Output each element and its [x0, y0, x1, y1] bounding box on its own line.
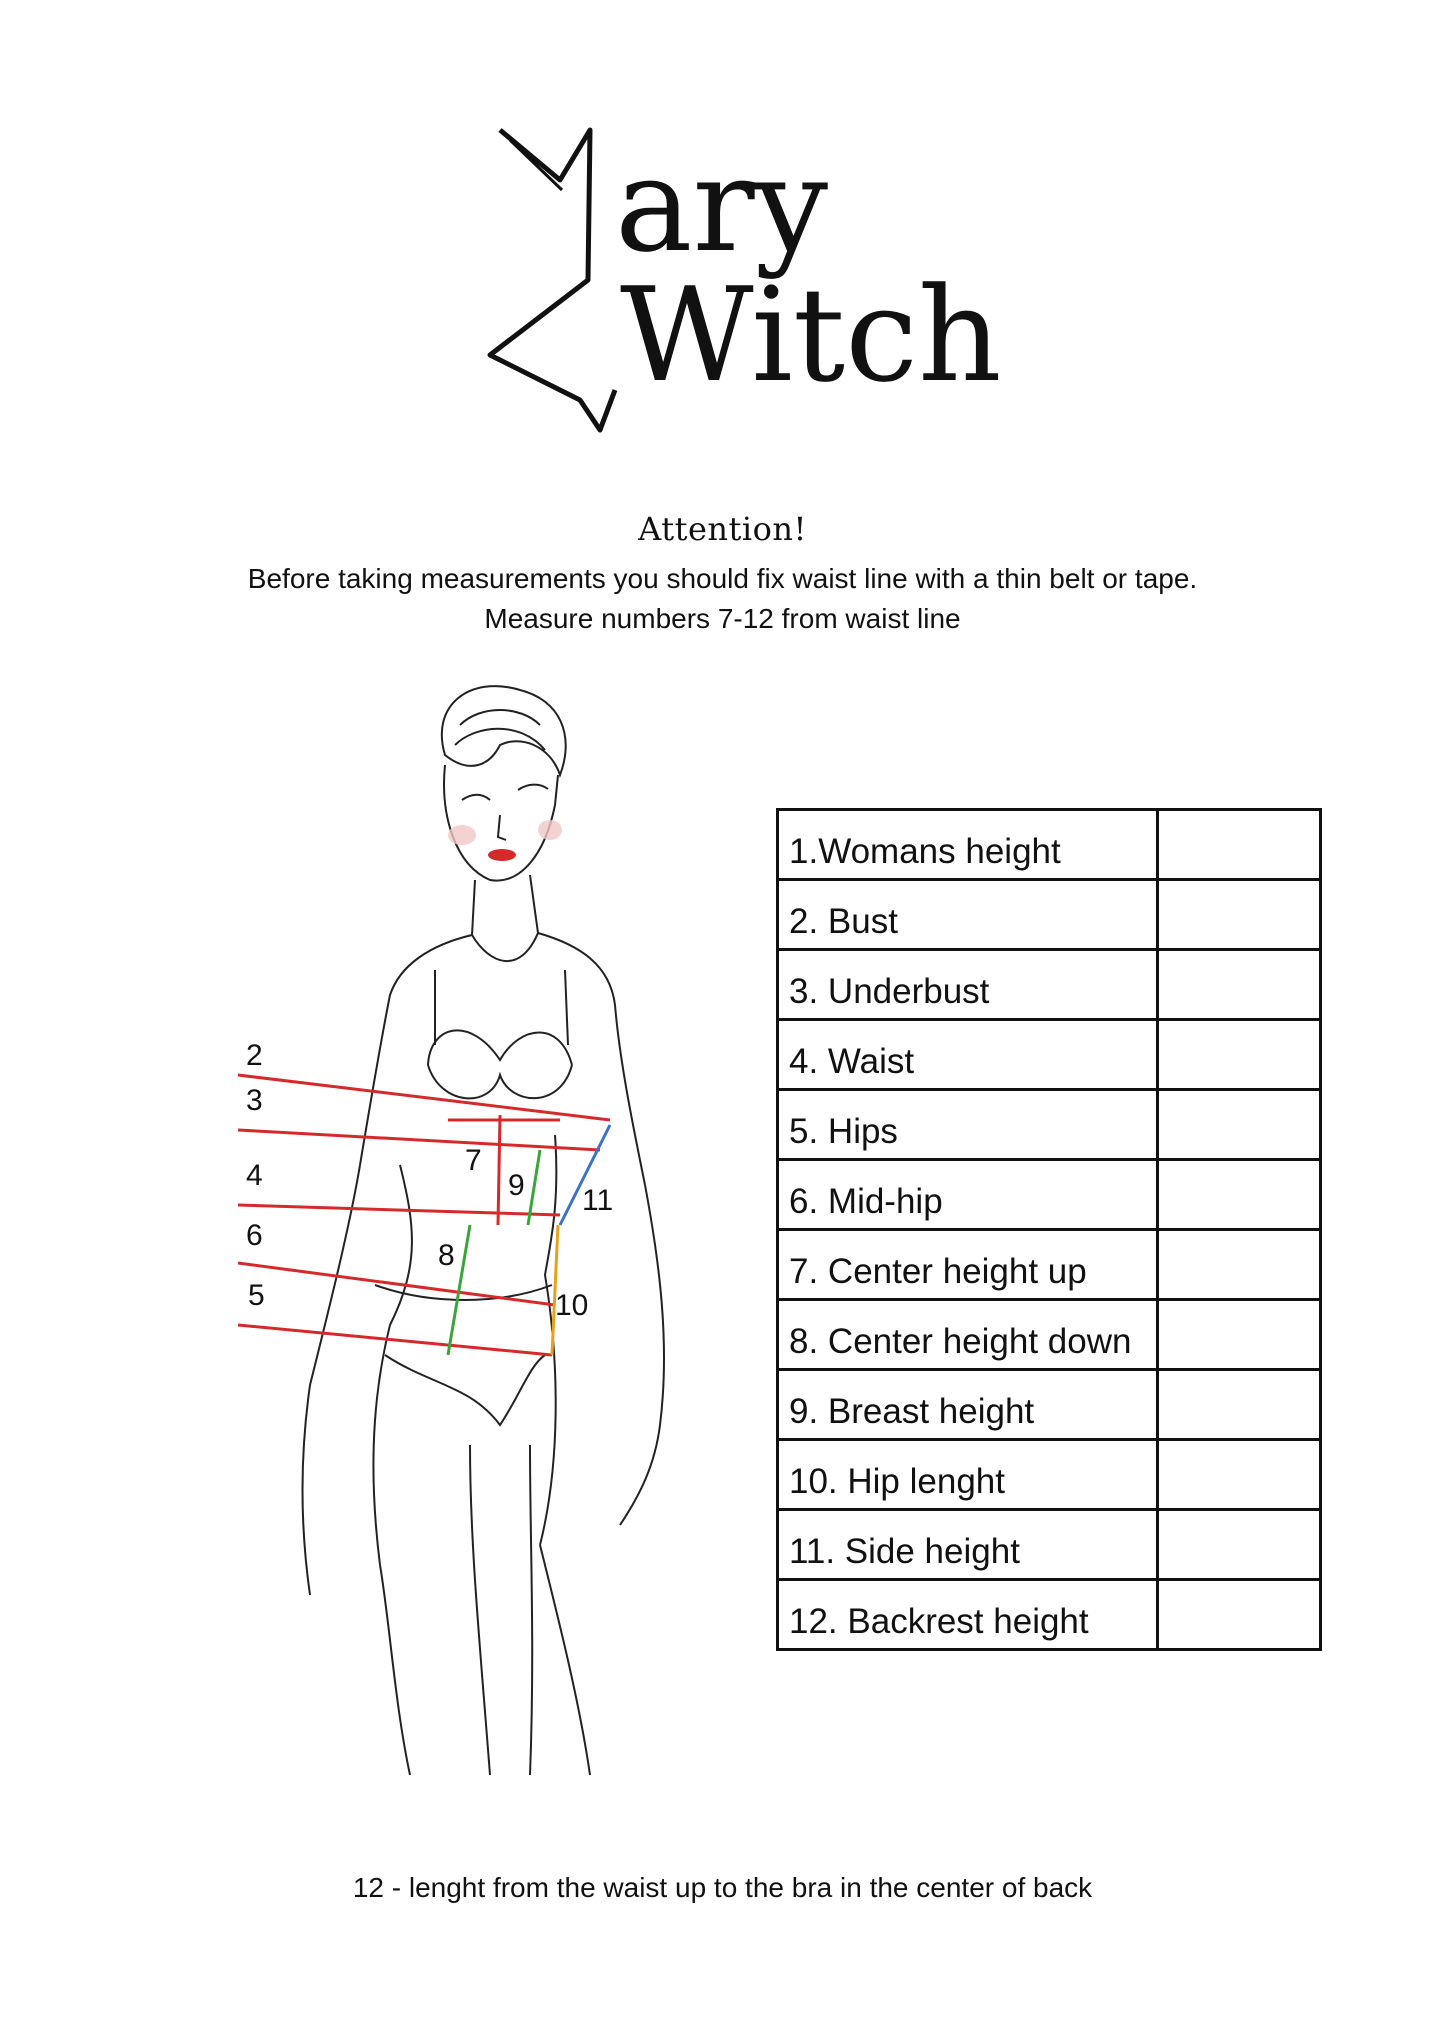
- line-waist: [238, 1205, 560, 1215]
- measurement-label: 10. Hip lenght: [778, 1440, 1158, 1510]
- line-underbust: [238, 1130, 600, 1150]
- measurement-value-cell[interactable]: [1158, 1580, 1321, 1650]
- measurement-label: 3. Underbust: [778, 950, 1158, 1020]
- table-row: [778, 810, 1321, 880]
- label-2: 2: [246, 1039, 263, 1072]
- measurement-value-cell[interactable]: [1158, 810, 1321, 880]
- measurements-table: [776, 808, 1322, 1651]
- measurement-value-cell[interactable]: [1158, 1300, 1321, 1370]
- label-11: 11: [582, 1184, 614, 1217]
- measurement-value-cell[interactable]: [1158, 950, 1321, 1020]
- line-hips: [238, 1325, 552, 1355]
- label-7: 7: [465, 1144, 482, 1177]
- label-9: 9: [508, 1169, 525, 1202]
- measurement-value-cell[interactable]: [1158, 880, 1321, 950]
- line-mid-hip: [238, 1263, 555, 1305]
- mary-witch-logo-icon: [470, 110, 1010, 470]
- label-8: 8: [438, 1239, 455, 1272]
- label-6: 6: [246, 1219, 263, 1252]
- measurement-label: 4. Waist: [778, 1020, 1158, 1090]
- measurement-value-cell[interactable]: [1158, 1230, 1321, 1300]
- table-row: [778, 1580, 1321, 1650]
- measurement-value-cell[interactable]: [1158, 1160, 1321, 1230]
- table-row: [778, 1510, 1321, 1580]
- label-4: 4: [246, 1159, 263, 1192]
- measurement-label: 9. Breast height: [778, 1370, 1158, 1440]
- measurement-label: 6. Mid-hip: [778, 1160, 1158, 1230]
- measurement-label: 7. Center height up: [778, 1230, 1158, 1300]
- logo-text-ary: ary: [615, 129, 829, 281]
- measurement-label: 5. Hips: [778, 1090, 1158, 1160]
- line-bust: [238, 1075, 610, 1120]
- body-sketch-illustration: [200, 665, 760, 1785]
- measurement-figure: [200, 665, 760, 1785]
- attention-title: Attention!: [638, 510, 807, 548]
- measurement-value-cell[interactable]: [1158, 1090, 1321, 1160]
- measurement-label: 1.Womans height: [778, 810, 1158, 880]
- measurement-label: 11. Side height: [778, 1510, 1158, 1580]
- label-5: 5: [248, 1279, 265, 1312]
- table-row: [778, 880, 1321, 950]
- table-row: [778, 1160, 1321, 1230]
- blush-left: [448, 825, 476, 845]
- blush-right: [538, 820, 562, 840]
- label-10: 10: [555, 1289, 589, 1322]
- table-row: [778, 1370, 1321, 1440]
- measurement-value-cell[interactable]: [1158, 1020, 1321, 1090]
- table-row: [778, 1440, 1321, 1510]
- table-row: [778, 1090, 1321, 1160]
- measurement-label: 12. Backrest height: [778, 1580, 1158, 1650]
- label-3: 3: [246, 1084, 263, 1117]
- measurement-value-cell[interactable]: [1158, 1510, 1321, 1580]
- table-row: [778, 950, 1321, 1020]
- table-row: [778, 1230, 1321, 1300]
- measurement-label: 2. Bust: [778, 880, 1158, 950]
- logo-text-witch: Witch: [620, 259, 1002, 411]
- table-row: [778, 1300, 1321, 1370]
- brand-logo: [470, 110, 1010, 470]
- measurement-value-cell[interactable]: [1158, 1440, 1321, 1510]
- attention-instruction: Before taking measurements you should fix waist line with a thin belt or tape.: [247, 563, 1198, 594]
- sketch-outline: [303, 686, 665, 1775]
- measurement-label: 8. Center height down: [778, 1300, 1158, 1370]
- table-row: [778, 1020, 1321, 1090]
- measurement-value-cell[interactable]: [1158, 1370, 1321, 1440]
- line-center-up: [498, 1115, 500, 1225]
- footnote: 12 - lenght from the waist up to the bra in the center of back: [352, 1872, 1093, 1903]
- lips-accent: [488, 849, 516, 861]
- attention-note: Measure numbers 7-12 from waist line: [484, 603, 961, 634]
